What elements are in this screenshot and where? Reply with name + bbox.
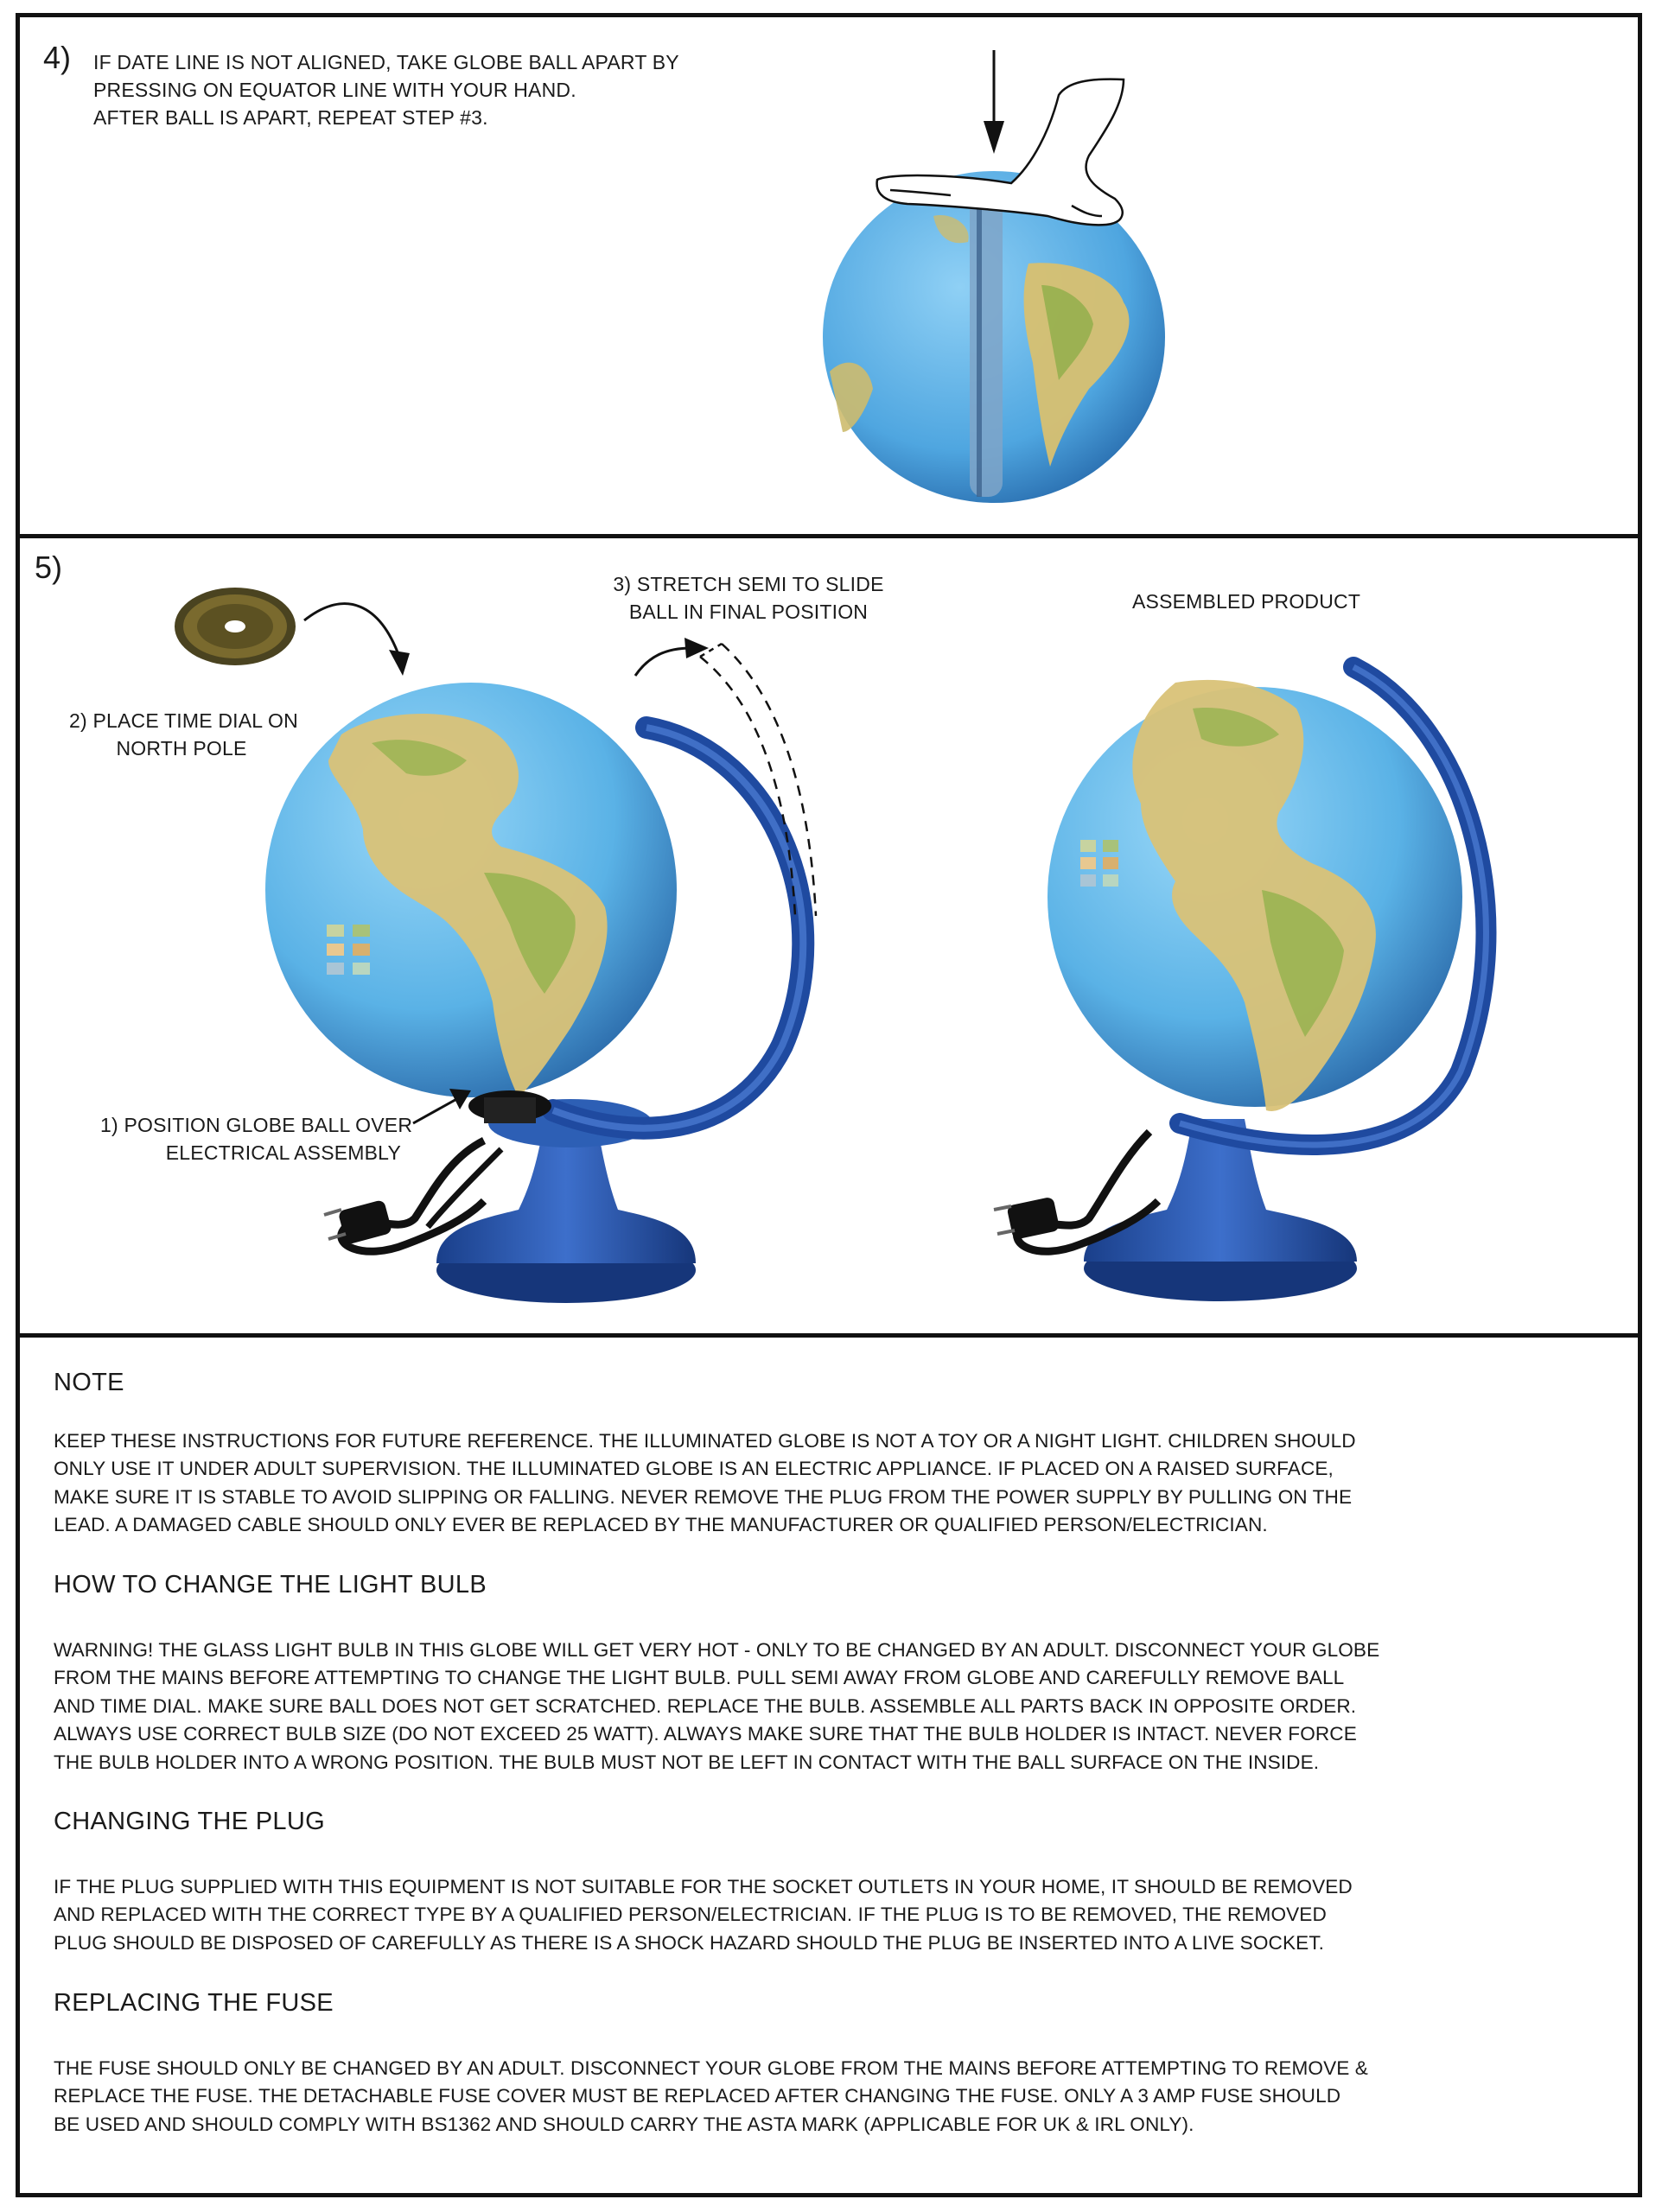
dial-arrow <box>304 604 399 657</box>
fuse-line: BE USED AND SHOULD COMPLY WITH BS1362 AND SHOULD CARRY THE ASTA MARK (APPLICABLE FOR UK & IRL ONLY). <box>54 2113 1194 2135</box>
light-bulb-line: ALWAYS USE CORRECT BULB SIZE (DO NOT EXCEED 25 WATT). ALWAYS MAKE SURE THAT THE BULB HOLDER IS INTACT. NEVER FORCE <box>54 1723 1357 1745</box>
light-bulb-heading: HOW TO CHANGE THE LIGHT BULB <box>54 1571 487 1599</box>
light-bulb-line: THE BULB HOLDER INTO A WRONG POSITION. THE BULB MUST NOT BE LEFT IN CONTACT WITH THE BALL SURFACE ON THE INSIDE. <box>54 1751 1320 1773</box>
step-4-illustration <box>0 0 1662 536</box>
fuse-line: THE FUSE SHOULD ONLY BE CHANGED BY AN ADULT. DISCONNECT YOUR GLOBE FROM THE MAINS BEFORE ATTEMPTING TO REMOVE & <box>54 2057 1368 2079</box>
note-line: ONLY USE IT UNDER ADULT SUPERVISION. THE ILLUMINATED GLOBE IS AN ELECTRIC APPLIANCE. IF PLACED ON A RAISED SURFACE, <box>54 1458 1334 1480</box>
note-line: MAKE SURE IT IS STABLE TO AVOID SLIPPING OR FALLING. NEVER REMOVE THE PLUG FROM THE POWER SUPPLY BY PULLING ON THE <box>54 1485 1353 1508</box>
dial-label-line-1: 2) PLACE TIME DIAL ON <box>69 709 298 732</box>
globe-before-assembly <box>265 683 803 1303</box>
hand-outline <box>877 79 1124 226</box>
time-dial <box>175 588 296 665</box>
dial-label-line-2: NORTH POLE <box>116 737 247 760</box>
position-arrow <box>413 1097 460 1123</box>
step-5-number: 5) <box>35 550 63 585</box>
plug-paragraph <box>54 1873 1353 1957</box>
stretch-label-line-1: 3) STRETCH SEMI TO SLIDE <box>613 573 884 595</box>
fuse-heading: REPLACING THE FUSE <box>54 1989 334 2017</box>
step-4-number: 4) <box>43 40 72 75</box>
note-line: LEAD. A DAMAGED CABLE SHOULD ONLY EVER BE REPLACED BY THE MANUFACTURER OR QUALIFIED PERSON/ELECTRICIAN. <box>54 1514 1268 1536</box>
light-bulb-line: FROM THE MAINS BEFORE ATTEMPTING TO CHANGE THE LIGHT BULB. PULL SEMI AWAY FROM GLOBE AND CAREFULLY REMOVE BALL <box>54 1667 1345 1689</box>
position-label-line-1: 1) POSITION GLOBE BALL OVER <box>100 1114 413 1136</box>
assembled-product-label: ASSEMBLED PRODUCT <box>1132 590 1361 613</box>
fuse-line: REPLACE THE FUSE. THE DETACHABLE FUSE COVER MUST BE REPLACED AFTER CHANGING THE FUSE. ONLY A 3 AMP FUSE SHOULD <box>54 2085 1341 2107</box>
step-5-illustration <box>0 536 1662 1332</box>
step-4-line-2: PRESSING ON EQUATOR LINE WITH YOUR HAND. <box>93 79 576 101</box>
step-4-line-3: AFTER BALL IS APART, REPEAT STEP #3. <box>93 106 488 129</box>
plug-line: IF THE PLUG SUPPLIED WITH THIS EQUIPMENT IS NOT SUITABLE FOR THE SOCKET OUTLETS IN YOUR HOME, IT SHOULD BE REMOVED <box>54 1876 1353 1897</box>
fuse-paragraph <box>54 2055 1368 2139</box>
light-bulb-line: AND TIME DIAL. MAKE SURE BALL DOES NOT GET SCRATCHED. REPLACE THE BULB. ASSEMBLE ALL PARTS BACK IN OPPOSITE ORDER. <box>54 1694 1357 1717</box>
note-heading: NOTE <box>54 1369 124 1396</box>
note-line: KEEP THESE INSTRUCTIONS FOR FUTURE REFERENCE. THE ILLUMINATED GLOBE IS NOT A TOY OR A NIGHT LIGHT. CHILDREN SHOULD <box>54 1430 1356 1452</box>
section-divider-2 <box>16 1333 1642 1338</box>
plug-line: AND REPLACED WITH THE CORRECT TYPE BY A QUALIFIED PERSON/ELECTRICIAN. IF THE PLUG IS TO BE REMOVED, THE REMOVED <box>54 1904 1327 1926</box>
position-label-line-2: ELECTRICAL ASSEMBLY <box>165 1141 401 1164</box>
stretch-arrow <box>635 648 691 676</box>
globe-assembled <box>994 667 1486 1301</box>
step-4-line-1: IF DATE LINE IS NOT ALIGNED, TAKE GLOBE BALL APART BY <box>93 51 679 73</box>
light-bulb-paragraph <box>54 1637 1379 1777</box>
plug-heading: CHANGING THE PLUG <box>54 1808 325 1835</box>
light-bulb-line: WARNING! THE GLASS LIGHT BULB IN THIS GLOBE WILL GET VERY HOT - ONLY TO BE CHANGED BY AN ADULT. DISCONNECT YOUR GLOBE <box>54 1639 1380 1661</box>
stretch-label-line-2: BALL IN FINAL POSITION <box>628 601 869 623</box>
plug-line: PLUG SHOULD BE DISPOSED OF CAREFULLY AS THERE IS A SHOCK HAZARD SHOULD THE PLUG BE INSERTED INTO A LIVE SOCKET. <box>54 1931 1325 1954</box>
note-paragraph <box>54 1427 1356 1540</box>
